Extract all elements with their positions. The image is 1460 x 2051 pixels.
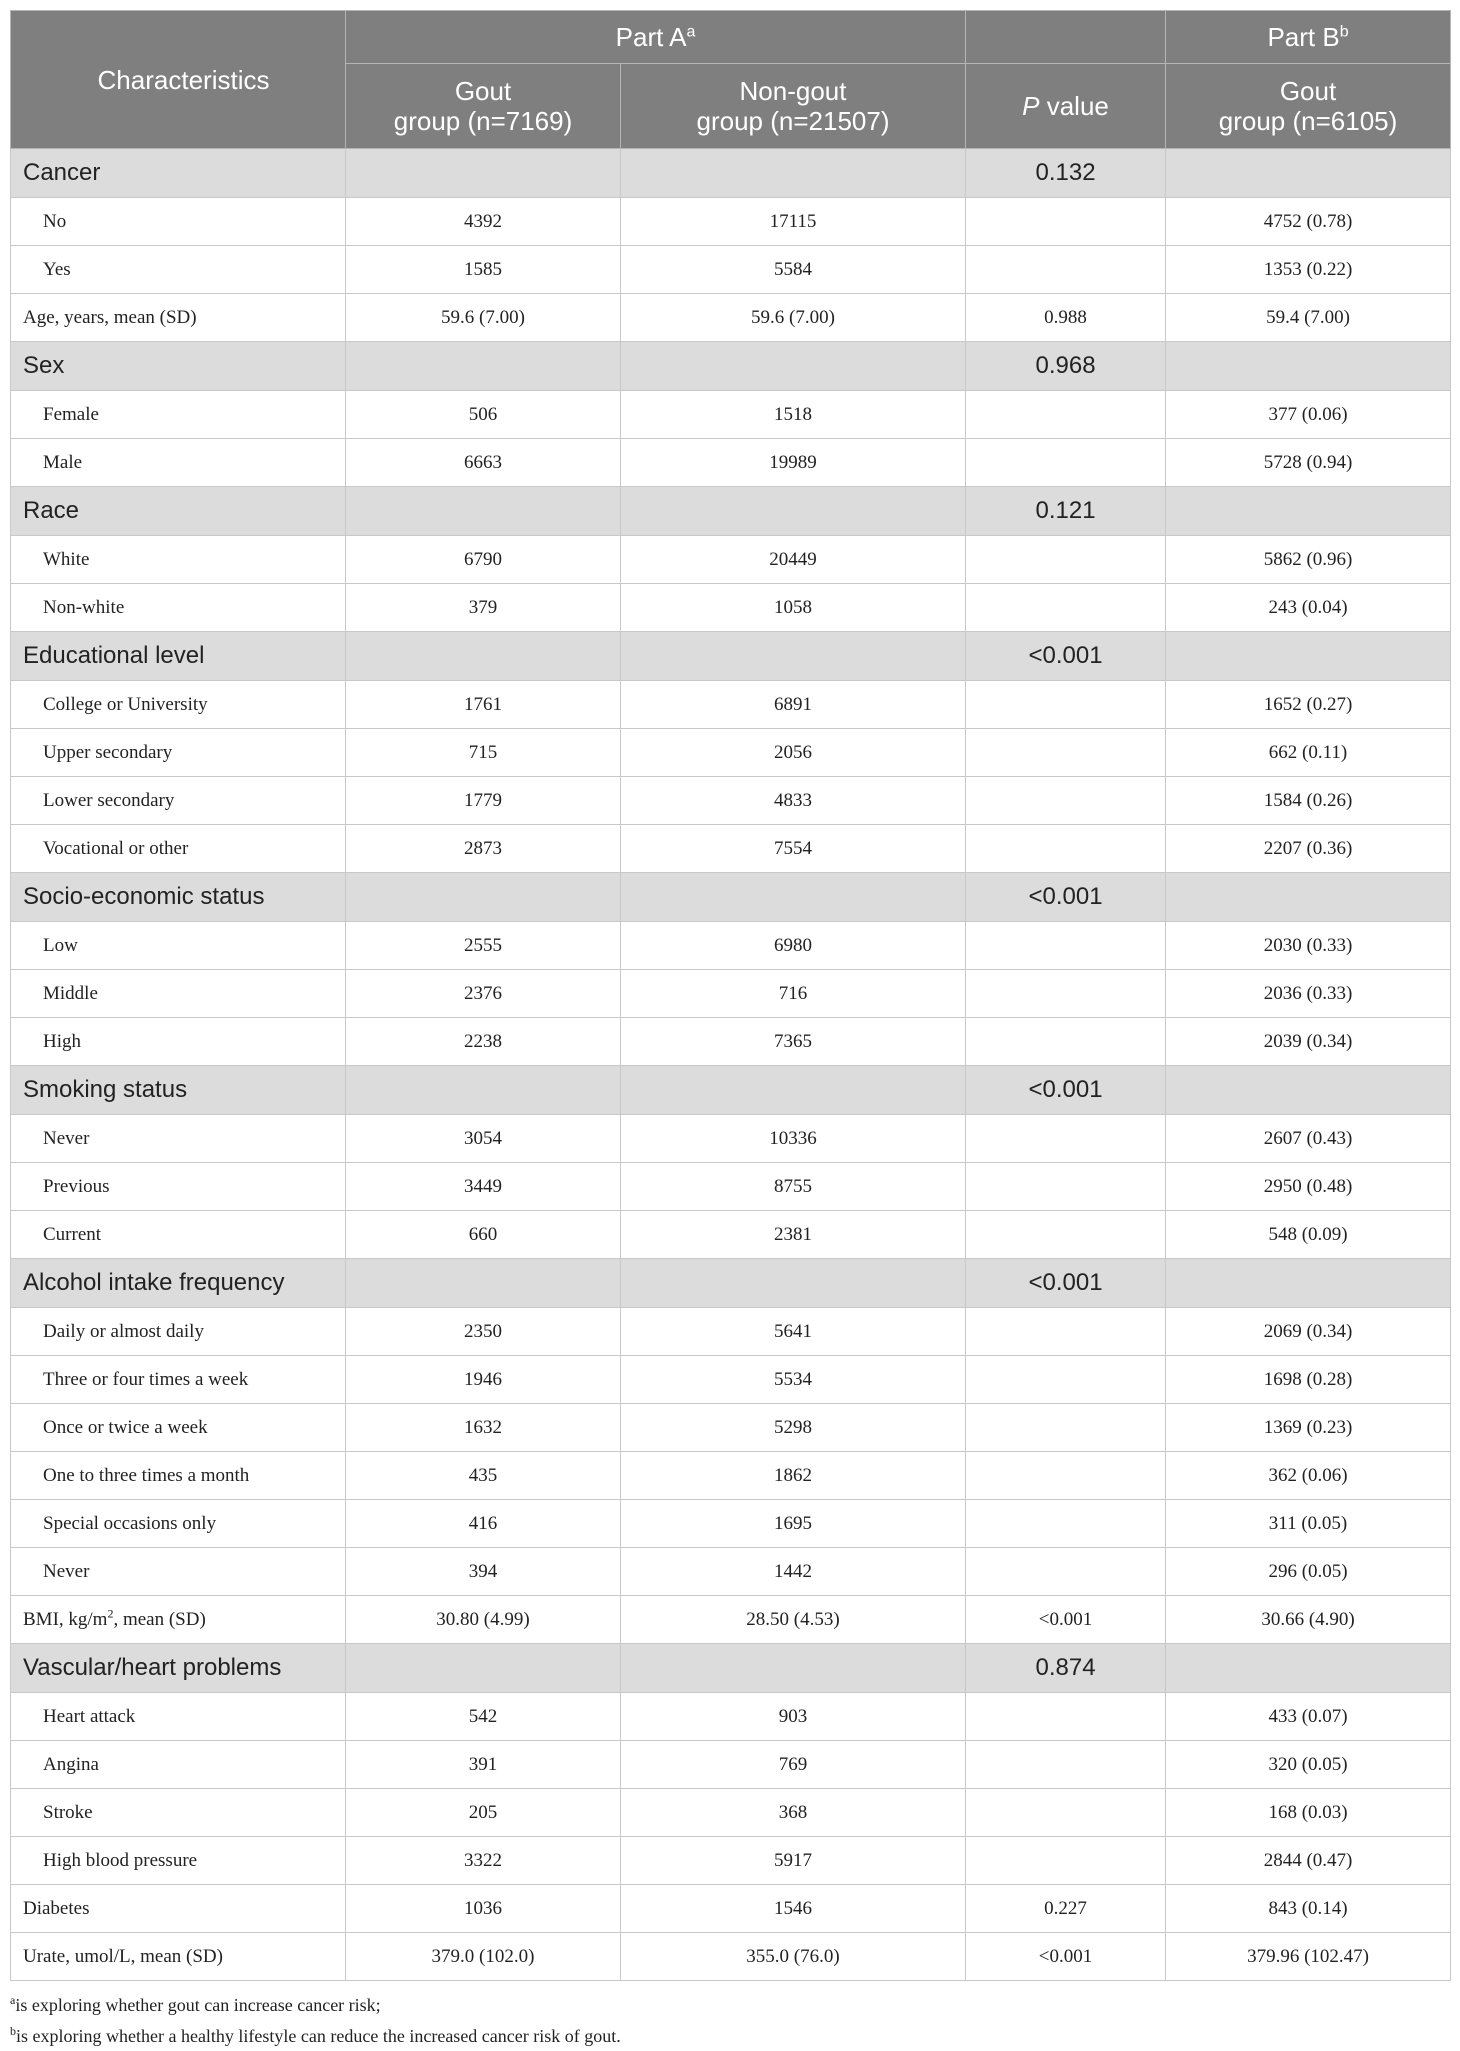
bmi-label-rest: , mean (SD) [113,1608,206,1630]
cell-non-gout: 769 [621,1741,966,1789]
category-row [11,873,1451,922]
cell-p-value [966,198,1166,246]
cell-p-value [966,1018,1166,1066]
cell-p-value [966,1211,1166,1259]
non-gout-line2: group (n=21507) [696,106,890,136]
cell-gout-a: 3449 [346,1163,621,1211]
cell-gout-b: 1652 (0.27) [1166,681,1451,729]
cell-gout-a: 6790 [346,536,621,584]
cell-non-gout: 716 [621,970,966,1018]
table-row [11,681,1451,729]
cell-p-value [966,825,1166,873]
cell-non-gout: 6980 [621,922,966,970]
cell-gout-b [1166,342,1451,391]
table-row [11,777,1451,825]
cell-non-gout: 8755 [621,1163,966,1211]
cell-gout-a: 2873 [346,825,621,873]
cell-non-gout: 355.0 (76.0) [621,1933,966,1981]
cell-gout-a: 379.0 (102.0) [346,1933,621,1981]
cell-p-value: 0.227 [966,1885,1166,1933]
cell-label: Never [11,1548,346,1596]
cell-non-gout: 20449 [621,536,966,584]
cell-non-gout: 1546 [621,1885,966,1933]
part-a-footnote-mark: a [686,23,696,41]
cell-p-value [966,584,1166,632]
table-row [11,825,1451,873]
cell-label: Low [11,922,346,970]
cell-p-value [966,1500,1166,1548]
cell-non-gout: 2381 [621,1211,966,1259]
cell-label: Current [11,1211,346,1259]
table-row [11,1596,1451,1644]
cell-p-value: <0.001 [966,632,1166,681]
cell-non-gout: 5917 [621,1837,966,1885]
cell-gout-a: 542 [346,1693,621,1741]
cell-gout-a: 391 [346,1741,621,1789]
cell-gout-a: 394 [346,1548,621,1596]
category-row [11,1066,1451,1115]
table-row [11,246,1451,294]
cell-gout-a: 2555 [346,922,621,970]
cell-non-gout [621,1259,966,1308]
cell-gout-a: 660 [346,1211,621,1259]
table-row [11,536,1451,584]
cell-label: Never [11,1115,346,1163]
cell-gout-a: 379 [346,584,621,632]
table-row [11,1452,1451,1500]
cell-gout-b: 1698 (0.28) [1166,1356,1451,1404]
cell-p-value [966,1308,1166,1356]
p-letter: P [1022,91,1040,121]
table-row [11,1308,1451,1356]
cell-gout-b: 1369 (0.23) [1166,1404,1451,1452]
cell-p-value [966,1741,1166,1789]
footnote-b [10,2018,1450,2049]
table-row [11,1018,1451,1066]
cell-p-value [966,777,1166,825]
cell-non-gout [621,1644,966,1693]
cell-gout-a: 3054 [346,1115,621,1163]
cell-label: Once or twice a week [11,1404,346,1452]
table-row [11,1693,1451,1741]
table-row [11,1741,1451,1789]
table-row [11,1885,1451,1933]
cell-non-gout: 59.6 (7.00) [621,294,966,342]
table-row [11,1933,1451,1981]
cell-gout-b [1166,1644,1451,1693]
cell-gout-b: 168 (0.03) [1166,1789,1451,1837]
cell-non-gout: 5534 [621,1356,966,1404]
cell-p-value [966,1452,1166,1500]
cell-p-value [966,1356,1166,1404]
cell-non-gout: 5584 [621,246,966,294]
table-row [11,198,1451,246]
table-header [11,11,1451,149]
table-container [10,10,1450,2049]
cell-label: Special occasions only [11,1500,346,1548]
cell-gout-b: 2607 (0.43) [1166,1115,1451,1163]
cell-label: Smoking status [11,1066,346,1115]
cell-p-value: 0.968 [966,342,1166,391]
cell-non-gout: 10336 [621,1115,966,1163]
bmi-superscript: 2 [107,1606,114,1621]
cell-p-value [966,1693,1166,1741]
part-a-header [346,11,966,64]
cell-gout-a [346,342,621,391]
cell-label: Stroke [11,1789,346,1837]
cell-gout-b [1166,149,1451,198]
cell-p-value [966,246,1166,294]
cell-gout-a [346,1259,621,1308]
cell-gout-a: 2376 [346,970,621,1018]
cell-label: White [11,536,346,584]
cell-gout-b: 662 (0.11) [1166,729,1451,777]
cell-label: Non-white [11,584,346,632]
cell-gout-b: 59.4 (7.00) [1166,294,1451,342]
cell-p-value: 0.132 [966,149,1166,198]
footnotes [10,1987,1450,2049]
cell-gout-b [1166,1066,1451,1115]
cell-gout-b: 2207 (0.36) [1166,825,1451,873]
characteristics-table [10,10,1451,1981]
cell-label: High [11,1018,346,1066]
cell-p-value [966,439,1166,487]
table-row [11,1115,1451,1163]
cell-non-gout: 1442 [621,1548,966,1596]
cell-non-gout: 368 [621,1789,966,1837]
cell-non-gout: 17115 [621,198,966,246]
cell-p-value [966,1548,1166,1596]
cell-gout-b: 1584 (0.26) [1166,777,1451,825]
cell-gout-a [346,487,621,536]
cell-label: Cancer [11,149,346,198]
cell-gout-a: 2350 [346,1308,621,1356]
cell-gout-a: 30.80 (4.99) [346,1596,621,1644]
cell-label: Age, years, mean (SD) [11,294,346,342]
cell-gout-b: 377 (0.06) [1166,391,1451,439]
cell-label: Previous [11,1163,346,1211]
cell-label: One to three times a month [11,1452,346,1500]
table-row [11,1500,1451,1548]
cell-gout-b [1166,1259,1451,1308]
table-row [11,1356,1451,1404]
cell-gout-a: 6663 [346,439,621,487]
cell-gout-b: 2950 (0.48) [1166,1163,1451,1211]
footnote-a-text: is exploring whether gout can increase cancer risk; [15,1995,381,2015]
cell-label: Angina [11,1741,346,1789]
category-row [11,632,1451,681]
cell-gout-a: 506 [346,391,621,439]
cell-non-gout: 4833 [621,777,966,825]
table-row [11,439,1451,487]
table-row [11,1837,1451,1885]
cell-gout-b: 2030 (0.33) [1166,922,1451,970]
cell-gout-b: 362 (0.06) [1166,1452,1451,1500]
cell-gout-b: 2036 (0.33) [1166,970,1451,1018]
cell-gout-a: 1946 [346,1356,621,1404]
cell-non-gout: 6891 [621,681,966,729]
cell-p-value: <0.001 [966,1933,1166,1981]
cell-label: Heart attack [11,1693,346,1741]
cell-gout-b: 243 (0.04) [1166,584,1451,632]
cell-gout-a: 4392 [346,198,621,246]
cell-p-value [966,1163,1166,1211]
cell-label [11,1596,346,1644]
cell-label: Three or four times a week [11,1356,346,1404]
cell-label: Vocational or other [11,825,346,873]
table-row [11,922,1451,970]
cell-gout-b: 379.96 (102.47) [1166,1933,1451,1981]
cell-gout-a: 1779 [346,777,621,825]
cell-non-gout: 2056 [621,729,966,777]
table-row [11,391,1451,439]
cell-p-value: <0.001 [966,1596,1166,1644]
cell-gout-a [346,1644,621,1693]
cell-non-gout: 7365 [621,1018,966,1066]
cell-p-value [966,729,1166,777]
cell-gout-b: 296 (0.05) [1166,1548,1451,1596]
category-row [11,149,1451,198]
cell-p-value: 0.121 [966,487,1166,536]
table-row [11,1789,1451,1837]
cell-gout-b [1166,487,1451,536]
cell-gout-b: 311 (0.05) [1166,1500,1451,1548]
part-b-footnote-mark: b [1339,23,1349,41]
cell-gout-b: 30.66 (4.90) [1166,1596,1451,1644]
characteristics-header [11,11,346,149]
cell-p-value [966,970,1166,1018]
cell-gout-a [346,149,621,198]
cell-gout-b: 1353 (0.22) [1166,246,1451,294]
category-row [11,487,1451,536]
cell-non-gout: 5641 [621,1308,966,1356]
cell-p-value [966,681,1166,729]
cell-label: Daily or almost daily [11,1308,346,1356]
p-value-word: value [1039,91,1109,121]
cell-label: Educational level [11,632,346,681]
gout-b-line2: group (n=6105) [1218,106,1398,136]
table-row [11,970,1451,1018]
cell-non-gout: 1862 [621,1452,966,1500]
part-b-label: Part B [1267,22,1340,52]
cell-label: Lower secondary [11,777,346,825]
cell-label: Vascular/heart problems [11,1644,346,1693]
cell-label: Female [11,391,346,439]
cell-gout-b: 5862 (0.96) [1166,536,1451,584]
cell-gout-a: 2238 [346,1018,621,1066]
non-gout-line1: Non-gout [739,76,847,106]
cell-non-gout: 1058 [621,584,966,632]
cell-non-gout: 1518 [621,391,966,439]
p-value-header-spacer [966,11,1166,64]
cell-label: Socio-economic status [11,873,346,922]
cell-gout-b [1166,873,1451,922]
category-row [11,1644,1451,1693]
footnote-b-mark: b [10,2024,16,2038]
gout-group-a-header [346,64,621,149]
cell-gout-b: 2039 (0.34) [1166,1018,1451,1066]
cell-gout-b: 5728 (0.94) [1166,439,1451,487]
cell-p-value: <0.001 [966,1259,1166,1308]
cell-label: Upper secondary [11,729,346,777]
cell-gout-a: 1632 [346,1404,621,1452]
cell-gout-a: 416 [346,1500,621,1548]
cell-gout-a: 1585 [346,246,621,294]
cell-gout-b: 548 (0.09) [1166,1211,1451,1259]
cell-p-value: 0.874 [966,1644,1166,1693]
cell-label: College or University [11,681,346,729]
table-row [11,1404,1451,1452]
gout-a-line2: group (n=7169) [393,106,573,136]
cell-non-gout [621,1066,966,1115]
table-row [11,1211,1451,1259]
cell-non-gout [621,342,966,391]
characteristics-header-label: Characteristics [97,64,270,95]
cell-label: Sex [11,342,346,391]
footnote-a [10,1987,1450,2018]
cell-non-gout: 7554 [621,825,966,873]
cell-non-gout: 903 [621,1693,966,1741]
gout-b-line1: Gout [1279,76,1337,106]
cell-p-value [966,1115,1166,1163]
cell-gout-b: 2844 (0.47) [1166,1837,1451,1885]
category-row [11,1259,1451,1308]
cell-label: Alcohol intake frequency [11,1259,346,1308]
cell-p-value [966,1837,1166,1885]
cell-gout-b: 2069 (0.34) [1166,1308,1451,1356]
cell-gout-a: 715 [346,729,621,777]
table-row [11,584,1451,632]
cell-p-value: <0.001 [966,1066,1166,1115]
cell-p-value [966,1789,1166,1837]
category-row [11,342,1451,391]
cell-label: Race [11,487,346,536]
cell-non-gout [621,149,966,198]
cell-gout-a: 3322 [346,1837,621,1885]
cell-label: Male [11,439,346,487]
cell-label: Urate, umol/L, mean (SD) [11,1933,346,1981]
gout-group-b-header [1166,64,1451,149]
cell-label: Yes [11,246,346,294]
cell-gout-a: 435 [346,1452,621,1500]
cell-non-gout: 5298 [621,1404,966,1452]
cell-gout-b: 433 (0.07) [1166,1693,1451,1741]
footnote-a-mark: a [10,1993,16,2007]
bmi-label: BMI, kg/m [23,1608,108,1630]
table-row [11,729,1451,777]
part-b-header [1166,11,1451,64]
cell-label: Diabetes [11,1885,346,1933]
cell-p-value [966,1404,1166,1452]
cell-gout-a: 1761 [346,681,621,729]
cell-gout-b: 4752 (0.78) [1166,198,1451,246]
cell-gout-b [1166,632,1451,681]
cell-p-value: 0.988 [966,294,1166,342]
cell-non-gout [621,487,966,536]
table-row [11,1548,1451,1596]
cell-gout-b: 843 (0.14) [1166,1885,1451,1933]
cell-gout-a [346,632,621,681]
cell-gout-a: 59.6 (7.00) [346,294,621,342]
cell-non-gout: 19989 [621,439,966,487]
cell-label: Middle [11,970,346,1018]
cell-non-gout: 28.50 (4.53) [621,1596,966,1644]
cell-gout-a [346,1066,621,1115]
p-value-header [966,64,1166,149]
cell-label: High blood pressure [11,1837,346,1885]
cell-non-gout [621,873,966,922]
part-a-label: Part A [615,22,687,52]
gout-a-line1: Gout [454,76,512,106]
cell-gout-a: 205 [346,1789,621,1837]
table-row [11,294,1451,342]
cell-p-value [966,536,1166,584]
cell-gout-a: 1036 [346,1885,621,1933]
cell-non-gout: 1695 [621,1500,966,1548]
cell-gout-a [346,873,621,922]
cell-p-value: <0.001 [966,873,1166,922]
table-row [11,1163,1451,1211]
cell-label: No [11,198,346,246]
cell-p-value [966,922,1166,970]
table-body [11,149,1451,1981]
non-gout-group-header [621,64,966,149]
cell-non-gout [621,632,966,681]
cell-p-value [966,391,1166,439]
cell-gout-b: 320 (0.05) [1166,1741,1451,1789]
footnote-b-text: is exploring whether a healthy lifestyle can reduce the increased cancer risk of gout. [16,2026,621,2046]
